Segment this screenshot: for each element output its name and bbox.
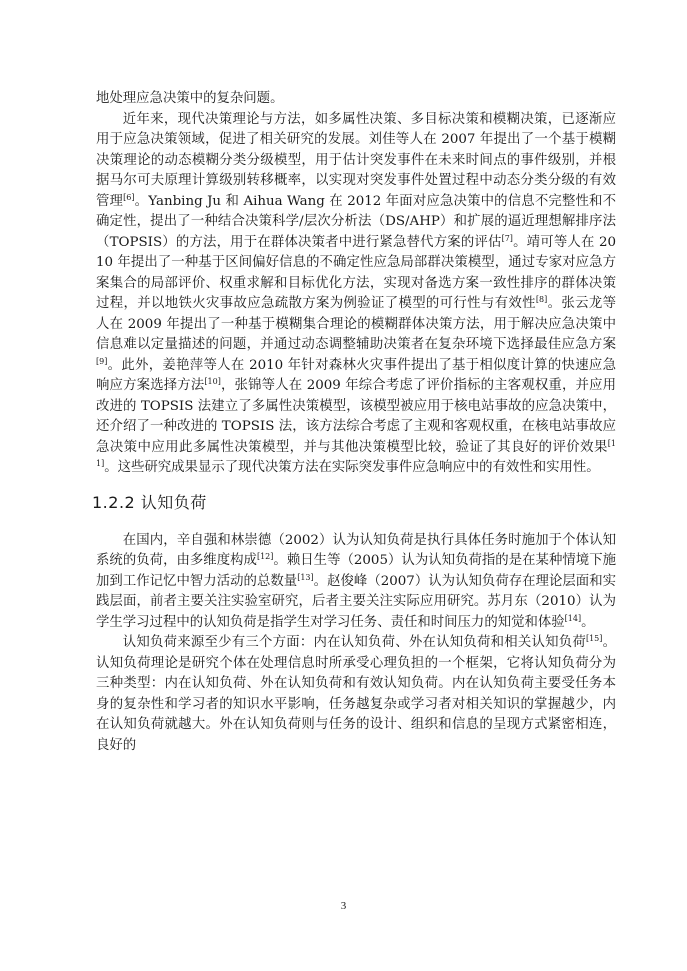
- text-run: 地处理应急决策中的复杂问题。: [96, 91, 284, 106]
- citation-ref: [11]: [96, 438, 616, 468]
- paragraph: [96, 89, 616, 110]
- text-run: 认知负荷来源至少有三个方面：内在认知负荷、外在认知负荷和相关认知负荷: [122, 635, 586, 650]
- text-run: ，张锦等人在 2009 年综合考虑了评价指标的主客观权重，并应用改进的 TOPSIS 法建立了多属性决策模型，该模型被应用于核电站事故的应急决策中，还介绍了一种改进的 TOPSIS 法，该方法综合考虑了主观和客观权重，在核电站事故应急决策中应用此多属性决策模型，并与其他决策模型比较，验证了其良好的评价效果: [96, 378, 617, 455]
- text-run: 。赵俊峰（2007）认为认知负荷存在理论层面和实践层面，前者主要关注实验室研究，后者主要关注实际应用研究。苏月东（2010）认为学生学习过程中的认知负荷是指学生对学习任务、责任和时间压力的知觉和体验: [96, 573, 617, 630]
- paragraph: [96, 110, 616, 479]
- text-run: 。: [581, 614, 595, 630]
- citation-ref: [13]: [297, 572, 314, 582]
- citation-ref: [10]: [204, 377, 221, 386]
- citation-ref: [8]: [535, 295, 548, 304]
- text-run: 近年来，现代决策理论与方法，如多属性决策、多目标决策和模糊决策，已逐渐应用于应急决策领域，促进了相关研究的发展。刘佳等人在 2007 年提出了一个基于模糊决策理论的动态模糊分类分级模型，用于估计突发事件在未来时间点的事件级别，并根据马尔可夫原理计算级别转移概率，以实现对突发事件处置过程中动态分类分级的有效管理: [96, 111, 616, 209]
- text-run: 。靖可等人在 2010 年提出了一种基于区间偏好信息的不确定性应急局部群决策模型，通过专家对应急方案集合的局部评价、权重求解和目标优化方法，实现对备选方案一致性排序的群体决策过程，并以地铁火灾事故应急疏散方案为例验证了模型的可行性与有效性: [96, 234, 617, 311]
- section-heading: 1.2.2 认知负荷: [92, 492, 207, 512]
- text-run: 。张云龙等人在 2009 年提出了一种基于模糊集合理论的模糊群体决策方法，用于解决应急决策中信息难以定量描述的问题，并通过动态调整辅助决策者在复杂环境下选择最佳应急方案: [96, 296, 617, 352]
- citation-ref: [15]: [585, 634, 603, 643]
- citation-ref: [7]: [501, 233, 513, 243]
- body-text-lower: [96, 531, 616, 757]
- page-body: [92, 89, 617, 756]
- text-run: 。认知负荷理论是研究个体在处理信息时所承受心理负担的一个框架，它将认知负荷分为三种类型：内在认知负荷、外在认知负荷和有效认知负荷。内在认知负荷主要受任务本身的复杂性和学习者的知识水平影响，任务越复杂或学习者对相关知识的掌握越少，内在认知负荷就越大。外在认知负荷则与任务的设计、组织和信息的呈现方式紧密相连，良好的: [96, 635, 616, 753]
- text-run: 。赖日生等（2005）认为认知负荷指的是在某种情境下施加到工作记忆中智力活动的总数量: [96, 553, 617, 589]
- paragraph: [96, 531, 616, 634]
- text-run: 。这些研究成果显示了现代决策方法在实际突发事件应急响应中的有效性和实用性。: [104, 460, 600, 475]
- citation-ref: [9]: [96, 356, 108, 366]
- citation-ref: [12]: [256, 552, 274, 561]
- paragraph: [96, 633, 616, 756]
- text-run: 在国内，辛自强和林崇德（2002）认为认知负荷是执行具体任务时施加于个体认知系统的负荷，由多维度构成: [96, 532, 616, 568]
- text-run: 。此外，姜艳萍等人在 2010 年针对森林火灾事件提出了基于相似度计算的快速应急响应方案选择方法: [96, 357, 616, 393]
- text-run: 。Yanbing Ju 和 Aihua Wang 在 2012 年面对应急决策中的信息不完整性和不确定性，提出了一种结合决策科学/层次分析法（DS/AHP）和扩展的逼近理想解排序法（TOPSIS）的方法，用于在群体决策者中进行紧急替代方案的评估: [96, 193, 617, 250]
- citation-ref: [14]: [564, 613, 582, 623]
- body-text-upper: [96, 89, 616, 479]
- citation-ref: [6]: [123, 192, 135, 202]
- page-number: 3: [340, 900, 347, 912]
